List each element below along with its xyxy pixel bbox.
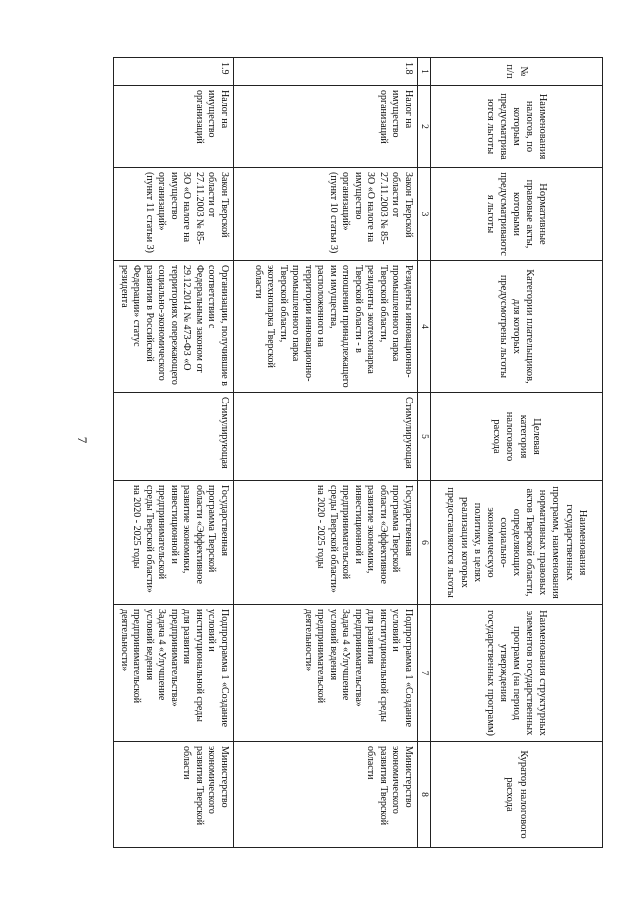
header-cell: Наименования структурных элементов государственных программ (на период утверждения государственных программ) [431, 605, 603, 742]
structural-element-cell: Подпрограмма 1 «Создание условий и институциональной среды для развития предпринимательства» Задача 4 «Улучшение условий ведения предпринимательской деятельности» [234, 605, 418, 742]
header-cell: Наименования государственных программ, наименования нормативных правовых актов Тверской области, определяющих социально-экономическую политику, в целях реализации которых предоставляются льготы [431, 481, 603, 605]
header-cell: Наименования налогов, по которым предусматриваются льготы [431, 86, 603, 168]
header-cell: № п/п [431, 58, 603, 86]
target-category-cell: Стимулирующая [234, 393, 418, 481]
column-number: 2 [418, 86, 431, 168]
table-row [114, 58, 234, 848]
payer-category-cell: Организации, получившие в соответствии с Федеральным законом от 29.12.2014 № 473-ФЗ «О территориях опережающего социально-экономического развития в Российской Федерации» статус резидента [114, 261, 234, 393]
column-number: 3 [418, 168, 431, 261]
column-number: 8 [418, 742, 431, 848]
row-number-cell: 1.8 [234, 58, 418, 86]
tax-name-cell: Налог на имущество организаций [234, 86, 418, 168]
payer-category-cell: Резиденты инновационно-промышленного парка Тверской области, резиденты экотехнопарка Тверской области - в отношении принадлежащего им имущества, расположенного на территории инновационно-промышленного парка Тверской области, экотехнопарка Тверской области [234, 261, 418, 393]
column-number-row [418, 58, 431, 848]
column-number: 5 [418, 393, 431, 481]
tax-name-cell: Налог на имущество организаций [114, 86, 234, 168]
column-number: 4 [418, 261, 431, 393]
column-number: 1 [418, 58, 431, 86]
column-number: 6 [418, 481, 431, 605]
curator-cell: Министерство экономического развития Тверской области [114, 742, 234, 848]
legal-act-cell: Закон Тверской области от 27.11.2003 № 85-ЗО «О налоге на имущество организаций» (пункт 10 статьи 3) [234, 168, 418, 261]
header-cell: Целевая категория налогового расхода [431, 393, 603, 481]
state-program-cell: Государственная программа Тверской области «Эффективное развитие экономики, инвестиционной и предпринимательской среды Тверской области» на 2020 - 2025 годы [234, 481, 418, 605]
state-program-cell: Государственная программа Тверской области «Эффективное развитие экономики, инвестиционной и предпринимательской среды Тверской области» на 2020 - 2025 годы [114, 481, 234, 605]
column-number: 7 [418, 605, 431, 742]
header-cell: Категории плательщиков, для которых предусмотрены льготы [431, 261, 603, 393]
row-number-cell: 1.9 [114, 58, 234, 86]
page-number: 7 [75, 436, 90, 444]
table-row [234, 58, 418, 848]
target-category-cell: Стимулирующая [114, 393, 234, 481]
structural-element-cell: Подпрограмма 1 «Создание условий и институциональной среды для развития предпринимательства» Задача 4 «Улучшение условий ведения предпринимательской деятельности» [114, 605, 234, 742]
header-row [431, 58, 603, 848]
header-cell: Куратор налогового расхода [431, 742, 603, 848]
legal-act-cell: Закон Тверской области от 27.11.2003 № 85-ЗО «О налоге на имущество организаций» (пункт 11 статьи 3) [114, 168, 234, 261]
curator-cell: Министерство экономического развития Тверской области [234, 742, 418, 848]
tax-benefits-table [114, 57, 604, 848]
header-cell: Нормативные правовые акты, которыми предусматриваются льготы [431, 168, 603, 261]
rotated-table-container [115, 57, 603, 847]
